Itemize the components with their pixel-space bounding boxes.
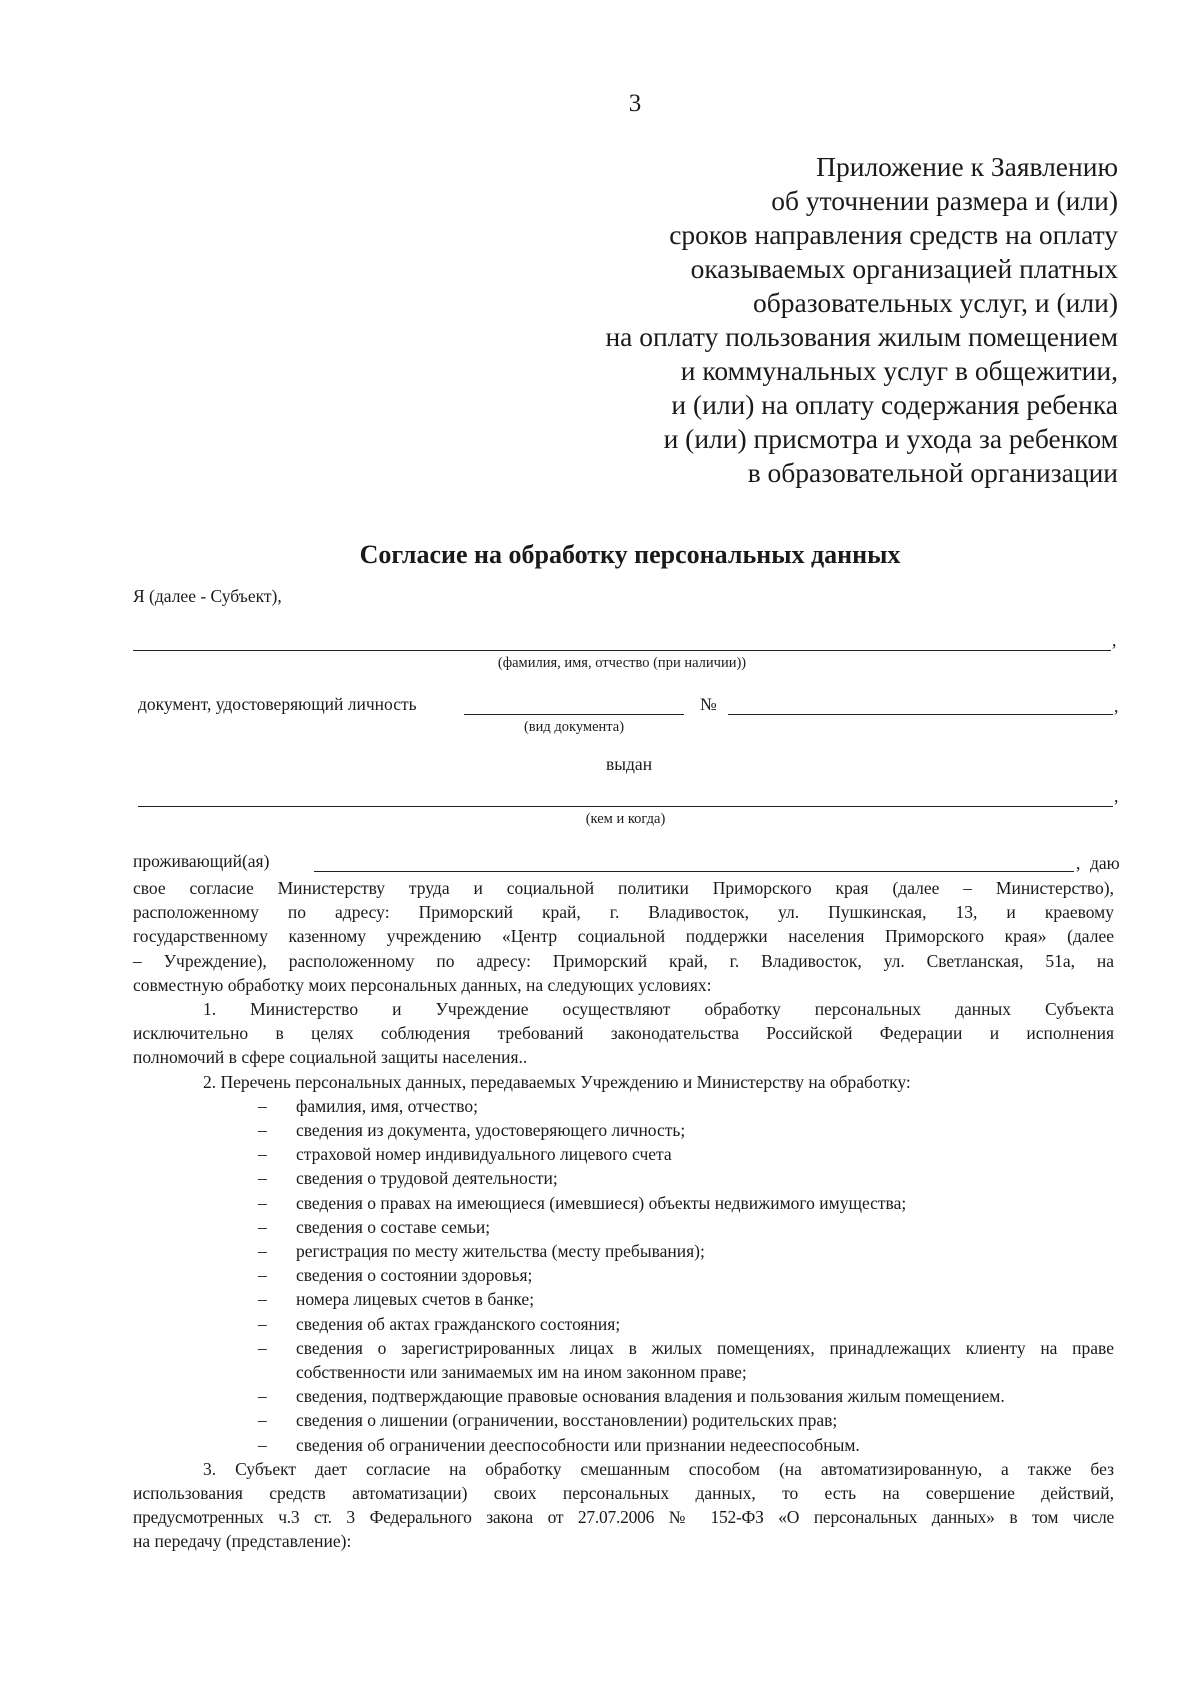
list-item: – сведения из документа, удостоверяющего личность; <box>133 1118 1114 1142</box>
personal-data-list <box>133 1094 1114 1457</box>
list-item: – сведения, подтверждающие правовые основания владения и пользования жилым помещением. <box>133 1384 1114 1408</box>
intro-text: Я (далее - Субъект), <box>133 586 282 606</box>
document-label: документ, удостоверяющий личность <box>138 694 417 714</box>
list-item: – регистрация по месту жительства (месту пребывания); <box>133 1239 1114 1263</box>
list-item: – сведения об ограничении дееспособности или признании недееспособным. <box>133 1433 1114 1457</box>
dash-bullet: – <box>258 1289 267 1310</box>
item2-heading: 2. Перечень персональных данных, передаваемых Учреждению и Министерству на обработку: <box>203 1071 911 1092</box>
appendix-line: об уточнении размера и (или) <box>771 185 1118 216</box>
item3-line: 3. Субъект дает согласие на обработку смешанным способом (на автоматизированную, а также без <box>203 1458 1114 1479</box>
dash-bullet: – <box>258 1192 267 1213</box>
dash-bullet: – <box>258 1313 267 1334</box>
body-line: государственному казенному учреждению «Центр социальной поддержки населения Приморского края» (далее <box>133 926 1114 947</box>
appendix-line: образовательных услуг, и (или) <box>753 287 1118 318</box>
fio-caption: (фамилия, имя, отчество (при наличии)) <box>497 655 747 671</box>
document-type-field-line[interactable] <box>464 714 684 715</box>
number-sign: № <box>700 694 717 714</box>
item1-line: 1. Министерство и Учреждение осуществляют обработку персональных данных Субъекта <box>203 999 1114 1020</box>
list-item: – сведения о зарегистрированных лицах в жилых помещениях, принадлежащих клиенту на праве собственности или занимаемых им на ином законном праве; <box>258 1337 1114 1383</box>
comma: , <box>1114 786 1119 806</box>
list-item: – сведения о состоянии здоровья; <box>133 1263 1114 1287</box>
appendix-heading <box>605 150 1118 490</box>
fio-field-line[interactable] <box>133 650 1111 651</box>
document-type-caption: (вид документа) <box>523 719 625 735</box>
list-item: – сведения о составе семьи; <box>133 1215 1114 1239</box>
dash-bullet: – <box>258 1241 267 1262</box>
appendix-line: в образовательной организации <box>747 457 1118 488</box>
appendix-line: оказываемых организацией платных <box>690 253 1118 284</box>
dash-bullet: – <box>258 1410 267 1431</box>
appendix-line: и (или) на оплату содержания ребенка <box>671 389 1118 420</box>
body-line: расположенному по адресу: Приморский край, г. Владивосток, ул. Пушкинская, 13, и краевому <box>133 902 1114 923</box>
appendix-line: Приложение к Заявлению <box>816 151 1118 182</box>
appendix-line: и коммунальных услуг в общежитии, <box>680 355 1118 386</box>
list-item: – сведения о трудовой деятельности; <box>133 1166 1114 1190</box>
list-item: – страховой номер индивидуального лицевого счета <box>133 1142 1114 1166</box>
dash-bullet: – <box>258 1337 267 1358</box>
page-number: 3 <box>628 90 642 117</box>
consent-body <box>133 876 1114 1554</box>
item3-line: использования средств автоматизации) своих персональных данных, то есть на совершение действий, <box>133 1483 1114 1504</box>
comma: , <box>1112 630 1117 650</box>
document-number-field-line[interactable] <box>728 714 1113 715</box>
give-label: даю <box>1090 853 1120 873</box>
issued-label: выдан <box>606 754 653 774</box>
document-title: Согласие на обработку персональных данных <box>359 540 901 569</box>
comma: , <box>1114 696 1119 716</box>
residing-field-line[interactable] <box>314 871 1074 872</box>
dash-bullet: – <box>258 1265 267 1286</box>
appendix-line: и (или) присмотра и ухода за ребенком <box>663 423 1118 454</box>
dash-bullet: – <box>258 1120 267 1141</box>
comma: , <box>1076 853 1081 873</box>
body-line: – Учреждение), расположенному по адресу: Приморский край, г. Владивосток, ул. Светланская, 51а, на <box>133 950 1114 971</box>
appendix-line: на оплату пользования жилым помещением <box>605 321 1118 352</box>
dash-bullet: – <box>258 1434 267 1455</box>
list-item: – сведения о правах на имеющиеся (имевшиеся) объекты недвижимого имущества; <box>133 1191 1114 1215</box>
dash-bullet: – <box>258 1386 267 1407</box>
item3-line: предусмотренных ч.3 ст. 3 Федерального закона от 27.07.2006 № 152-ФЗ «О персональных данных» в том числе <box>133 1507 1114 1528</box>
dash-bullet: – <box>258 1216 267 1237</box>
item3-line: на передачу (представление): <box>133 1531 352 1552</box>
issued-field-line[interactable] <box>138 806 1113 807</box>
issued-caption: (кем и когда) <box>585 811 666 827</box>
residing-label: проживающий(ая) <box>133 851 270 871</box>
appendix-line: сроков направления средств на оплату <box>669 219 1118 250</box>
body-line: свое согласие Министерству труда и социальной политики Приморского края (далее – Министерство), <box>133 878 1114 898</box>
list-item: – сведения об актах гражданского состояния; <box>133 1312 1114 1336</box>
dash-bullet: – <box>258 1168 267 1189</box>
list-item: – фамилия, имя, отчество; <box>133 1094 1114 1118</box>
item1-line: полномочий в сфере социальной защиты населения.. <box>133 1047 528 1068</box>
list-item: – номера лицевых счетов в банке; <box>133 1287 1114 1311</box>
item1-line: исключительно в целях соблюдения требований законодательства Российской Федерации и исполнения <box>133 1023 1114 1044</box>
dash-bullet: – <box>258 1095 267 1116</box>
body-line: совместную обработку моих персональных данных, на следующих условиях: <box>133 974 712 995</box>
dash-bullet: – <box>258 1144 267 1165</box>
list-item: – сведения о лишении (ограничении, восстановлении) родительских прав; <box>133 1408 1114 1432</box>
